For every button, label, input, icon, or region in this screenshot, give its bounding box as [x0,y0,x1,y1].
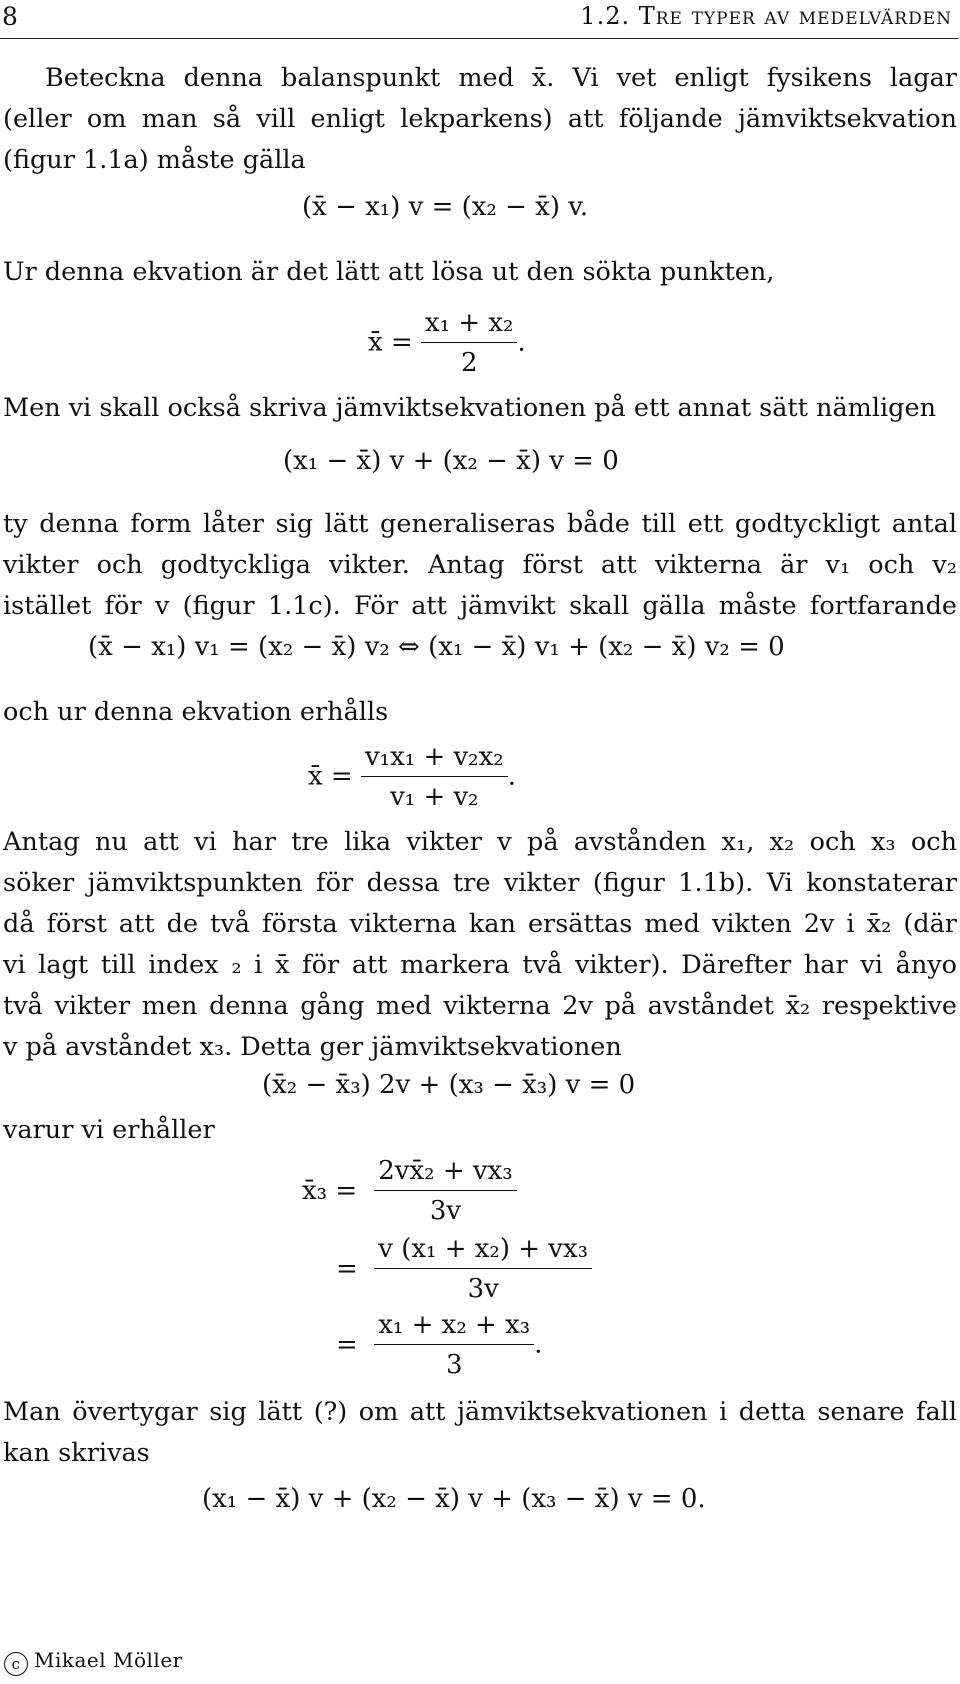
paragraph-3 [3,388,957,429]
text-line: Men vi skall också skriva jämviktsekvationen på ett annat sätt nämligen [3,393,936,423]
text-line: Man övertygar sig lätt (?) om att jämviktsekvationen i detta senare fall [3,1397,957,1427]
paragraph-4 [3,504,957,627]
equation-period: . [507,761,516,792]
equation-6: (x̄₂ − x̄₃) 2v + (x₃ − x̄₃) v = 0 [262,1070,636,1100]
page-footer [4,1648,183,1676]
fraction-numerator: x₁ + x₂ [421,304,518,343]
fraction [421,304,518,383]
text-line: och ur denna ekvation erhålls [3,697,389,727]
fraction-numerator: v (x₁ + x₂) + vx₃ [374,1230,592,1269]
text-line: Ur denna ekvation är det lätt att lösa ut den sökta punkten, [3,257,775,287]
paragraph-1 [3,58,957,181]
equation-4: (x̄ − x₁) v₁ = (x₂ − x̄) v₂ ⇔ (x₁ − x̄) v₁ + (x₂ − x̄) v₂ = 0 [88,632,785,662]
fraction-denominator: 3 [445,1350,463,1380]
equation-period: . [534,1329,543,1360]
paragraph-7 [3,1110,957,1151]
equation-8: (x₁ − x̄) v + (x₂ − x̄) v + (x₃ − x̄) v = 0. [202,1484,706,1514]
equation-7-row-2 [336,1230,592,1309]
text-line: Antag nu att vi har tre lika vikter v på avstånden x₁, x₂ och x₃ och [3,827,957,857]
fraction-numerator: v₁x₁ + v₂x₂ [361,738,508,777]
equation-lhs: x̄₃ = [302,1175,358,1206]
fraction [374,1152,516,1231]
equation-period: . [517,327,526,358]
fraction-denominator: v₁ + v₂ [390,782,479,812]
equation-3: (x₁ − x̄) v + (x₂ − x̄) v = 0 [283,446,619,476]
text-line: söker jämviktspunkten för dessa tre vikter (figur 1.1b). Vi konstaterar [3,868,957,898]
text-line: vikter och godtyckliga vikter. Antag först att vikterna är v₁ och v₂ [3,550,957,580]
fraction [374,1306,534,1385]
fraction [361,738,508,817]
fraction-denominator: 2 [460,348,478,378]
equation-lhs: x̄ = [368,327,413,358]
fraction-numerator: 2vx̄₂ + vx₃ [374,1152,516,1191]
equation-1: (x̄ − x₁) v = (x₂ − x̄) v. [302,192,589,222]
text-line: (eller om man så vill enligt lekparkens) att följande jämviktsekvation [3,104,957,134]
equation-lhs: x̄ = [308,761,353,792]
fraction-numerator: x₁ + x₂ + x₃ [374,1306,534,1345]
paragraph-5 [3,692,957,733]
paragraph-8 [3,1392,957,1474]
text-line: kan skrivas [3,1438,150,1468]
fraction-denominator: 3v [467,1274,499,1304]
paragraph-6 [3,822,957,1068]
equation-2 [368,304,526,383]
author-name: Mikael Möller [34,1648,183,1672]
equation-7-row-1 [302,1152,517,1231]
equation-5 [308,738,516,817]
equals-sign: = [336,1329,358,1360]
text-line: Beteckna denna balanspunkt med x̄. Vi vet enligt fysikens lagar [45,63,957,93]
text-line: vi lagt till index ₂ i x̄ för att markera två vikter). Därefter har vi ånyo [3,950,957,980]
text-line: varur vi erhåller [3,1115,215,1145]
text-line: (figur 1.1a) måste gälla [3,145,306,175]
page-header [0,0,958,39]
copyright-icon: c [4,1652,28,1676]
fraction-denominator: 3v [429,1196,462,1226]
text-line: två vikter men denna gång med vikterna 2v på avståndet x̄₂ respektive [3,991,957,1021]
equals-sign: = [336,1253,358,1284]
text-line: då först att de två första vikterna kan ersättas med vikten 2v i x̄₂ (där [3,909,957,939]
equation-7-row-3 [336,1306,542,1385]
fraction [374,1230,592,1309]
text-line: istället för v (figur 1.1c). För att jämvikt skall gälla måste fortfarande [3,591,957,621]
text-line: v på avståndet x₃. Detta ger jämviktsekvationen [3,1032,622,1062]
paragraph-2 [3,252,957,293]
page-number: 8 [2,2,18,31]
text-line: ty denna form låter sig lätt generaliseras både till ett godtyckligt antal [3,509,957,539]
running-head: 1.2. Tre typer av medelvärden [580,2,952,30]
